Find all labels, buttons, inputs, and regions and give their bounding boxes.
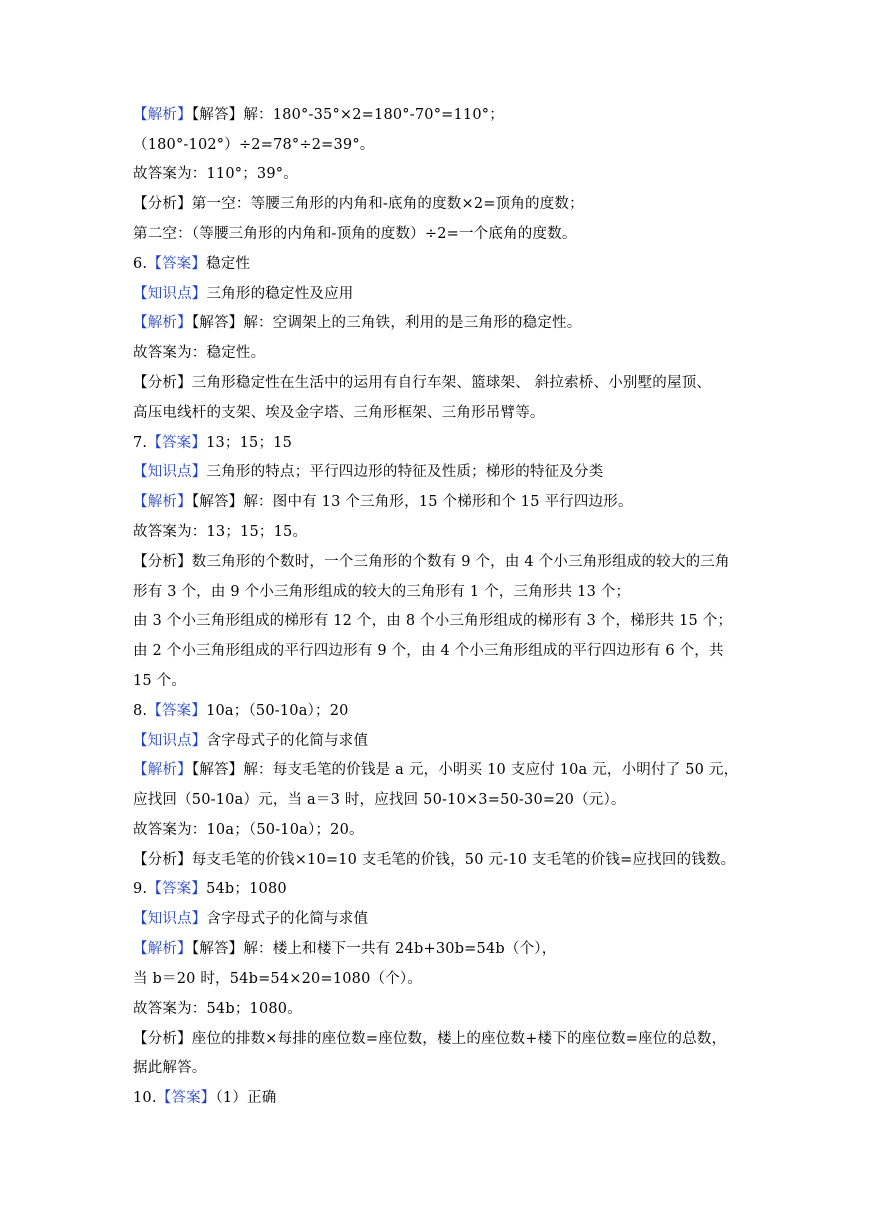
line-text: 【分析】三角形稳定性在生活中的运用有自行车架、篮球架、 斜拉索桥、小别墅的屋顶、 bbox=[133, 375, 712, 391]
text-line bbox=[133, 999, 753, 1019]
line-text: 由 2 个小三角形组成的平行四边形有 9 个，由 4 个小三角形组成的平行四边形有 6 个，共 bbox=[133, 643, 724, 659]
text-line bbox=[133, 105, 753, 125]
line-text: 【解答】解：图中有 13 个三角形，15 个梯形和个 15 平行四边形。 bbox=[191, 494, 633, 510]
line-text: 【解答】解：每支毛笔的价钱是 a 元，小明买 10 支应付 10a 元，小明付了 50 元， bbox=[191, 762, 739, 778]
text-line bbox=[133, 194, 753, 214]
text-line bbox=[133, 373, 753, 393]
line-text: 15 个。 bbox=[133, 673, 187, 689]
text-line bbox=[133, 492, 753, 512]
line-text: 当 b＝20 时，54b=54×20=1080（个）。 bbox=[133, 971, 423, 987]
section-tag: 【解析】 bbox=[133, 941, 192, 957]
section-tag: 【知识点】 bbox=[133, 733, 207, 749]
question-number: 10. bbox=[133, 1090, 157, 1106]
question-number: 9. bbox=[133, 881, 148, 897]
text-line bbox=[133, 164, 753, 184]
section-tag: 【答案】 bbox=[147, 256, 207, 272]
text-line bbox=[133, 909, 753, 929]
line-text: 第二空：（等腰三角形的内角和-顶角的度数）÷2=一个底角的度数。 bbox=[133, 226, 577, 242]
text-line bbox=[133, 403, 753, 423]
question-number: 6. bbox=[133, 256, 148, 272]
line-text: 【解答】解：180°-35°×2=180°-70°=110°； bbox=[191, 107, 504, 123]
text-line bbox=[133, 582, 753, 602]
section-tag: 【答案】 bbox=[147, 881, 207, 897]
line-text: 故答案为：10a；（50-10a）；20。 bbox=[133, 822, 364, 838]
line-text: 【分析】第一空：等腰三角形的内角和-底角的度数×2=顶角的度数； bbox=[133, 196, 584, 212]
text-line bbox=[133, 343, 753, 363]
line-text: 【解答】解：楼上和楼下一共有 24b+30b=54b（个）， bbox=[191, 941, 557, 957]
text-line bbox=[133, 939, 753, 959]
line-text: 含字母式子的化简与求值 bbox=[206, 911, 369, 927]
section-tag: 【答案】 bbox=[156, 1090, 216, 1106]
line-text: 稳定性 bbox=[206, 256, 251, 272]
section-tag: 【答案】 bbox=[147, 435, 207, 451]
answer-line bbox=[133, 879, 753, 899]
line-text: 三角形的特点；平行四边形的特征及性质；梯形的特征及分类 bbox=[206, 464, 604, 480]
text-line bbox=[133, 1058, 753, 1078]
line-text: （180°-102°）÷2=78°÷2=39°。 bbox=[133, 137, 375, 153]
text-line bbox=[133, 820, 753, 840]
line-text: 高压电线杆的支架、埃及金字塔、三角形框架、三角形吊臂等。 bbox=[133, 405, 545, 421]
section-tag: 【答案】 bbox=[147, 703, 207, 719]
text-line bbox=[133, 671, 753, 691]
line-text: 三角形的稳定性及应用 bbox=[206, 286, 354, 302]
text-line bbox=[133, 790, 753, 810]
text-line bbox=[133, 850, 753, 870]
line-text: 故答案为：稳定性。 bbox=[133, 345, 266, 361]
text-line bbox=[133, 611, 753, 631]
line-text: 故答案为：13；15；15。 bbox=[133, 524, 308, 540]
line-text: 故答案为：110°；39°。 bbox=[133, 166, 298, 182]
line-text: 10a；（50-10a）；20 bbox=[206, 703, 349, 719]
text-line bbox=[133, 284, 753, 304]
line-text: 13；15；15 bbox=[206, 435, 293, 451]
text-line bbox=[133, 522, 753, 542]
section-tag: 【解析】 bbox=[133, 107, 192, 123]
line-text: 应找回（50-10a）元，当 a＝3 时，应找回 50-10×3=50-30=20（元）。 bbox=[133, 792, 626, 808]
text-line bbox=[133, 1029, 753, 1049]
text-line bbox=[133, 135, 753, 155]
line-text: 故答案为：54b；1080。 bbox=[133, 1001, 302, 1017]
line-text: 含字母式子的化简与求值 bbox=[206, 733, 369, 749]
question-number: 8. bbox=[133, 703, 148, 719]
answer-line bbox=[133, 254, 753, 274]
line-text: 【解答】解：空调架上的三角铁，利用的是三角形的稳定性。 bbox=[191, 315, 582, 331]
line-text: 54b；1080 bbox=[206, 881, 287, 897]
section-tag: 【知识点】 bbox=[133, 286, 207, 302]
line-text: 由 3 个小三角形组成的梯形有 12 个，由 8 个小三角形组成的梯形有 3 个，梯形共 15 个； bbox=[133, 613, 733, 629]
text-line bbox=[133, 969, 753, 989]
question-number: 7. bbox=[133, 435, 148, 451]
line-text: 【分析】数三角形的个数时，一个三角形的个数有 9 个，由 4 个小三角形组成的较大的三角 bbox=[133, 554, 730, 570]
section-tag: 【知识点】 bbox=[133, 911, 207, 927]
text-line bbox=[133, 731, 753, 751]
line-text: （1）正确 bbox=[215, 1090, 277, 1106]
line-text: 形有 3 个，由 9 个小三角形组成的较大的三角形有 1 个，三角形共 13 个； bbox=[133, 584, 631, 600]
section-tag: 【解析】 bbox=[133, 494, 192, 510]
answer-line bbox=[133, 1088, 753, 1108]
line-text: 据此解答。 bbox=[133, 1060, 207, 1076]
text-line bbox=[133, 552, 753, 572]
text-line bbox=[133, 760, 753, 780]
text-line bbox=[133, 641, 753, 661]
text-line bbox=[133, 462, 753, 482]
answer-line bbox=[133, 701, 753, 721]
section-tag: 【知识点】 bbox=[133, 464, 207, 480]
section-tag: 【解析】 bbox=[133, 762, 192, 778]
text-line bbox=[133, 224, 753, 244]
line-text: 【分析】座位的排数×每排的座位数=座位数，楼上的座位数+楼下的座位数=座位的总数， bbox=[133, 1031, 727, 1047]
answer-line bbox=[133, 433, 753, 453]
text-line bbox=[133, 313, 753, 333]
line-text: 【分析】每支毛笔的价钱×10=10 支毛笔的价钱，50 元-10 支毛笔的价钱=应找回的钱数。 bbox=[133, 852, 736, 868]
section-tag: 【解析】 bbox=[133, 315, 192, 331]
